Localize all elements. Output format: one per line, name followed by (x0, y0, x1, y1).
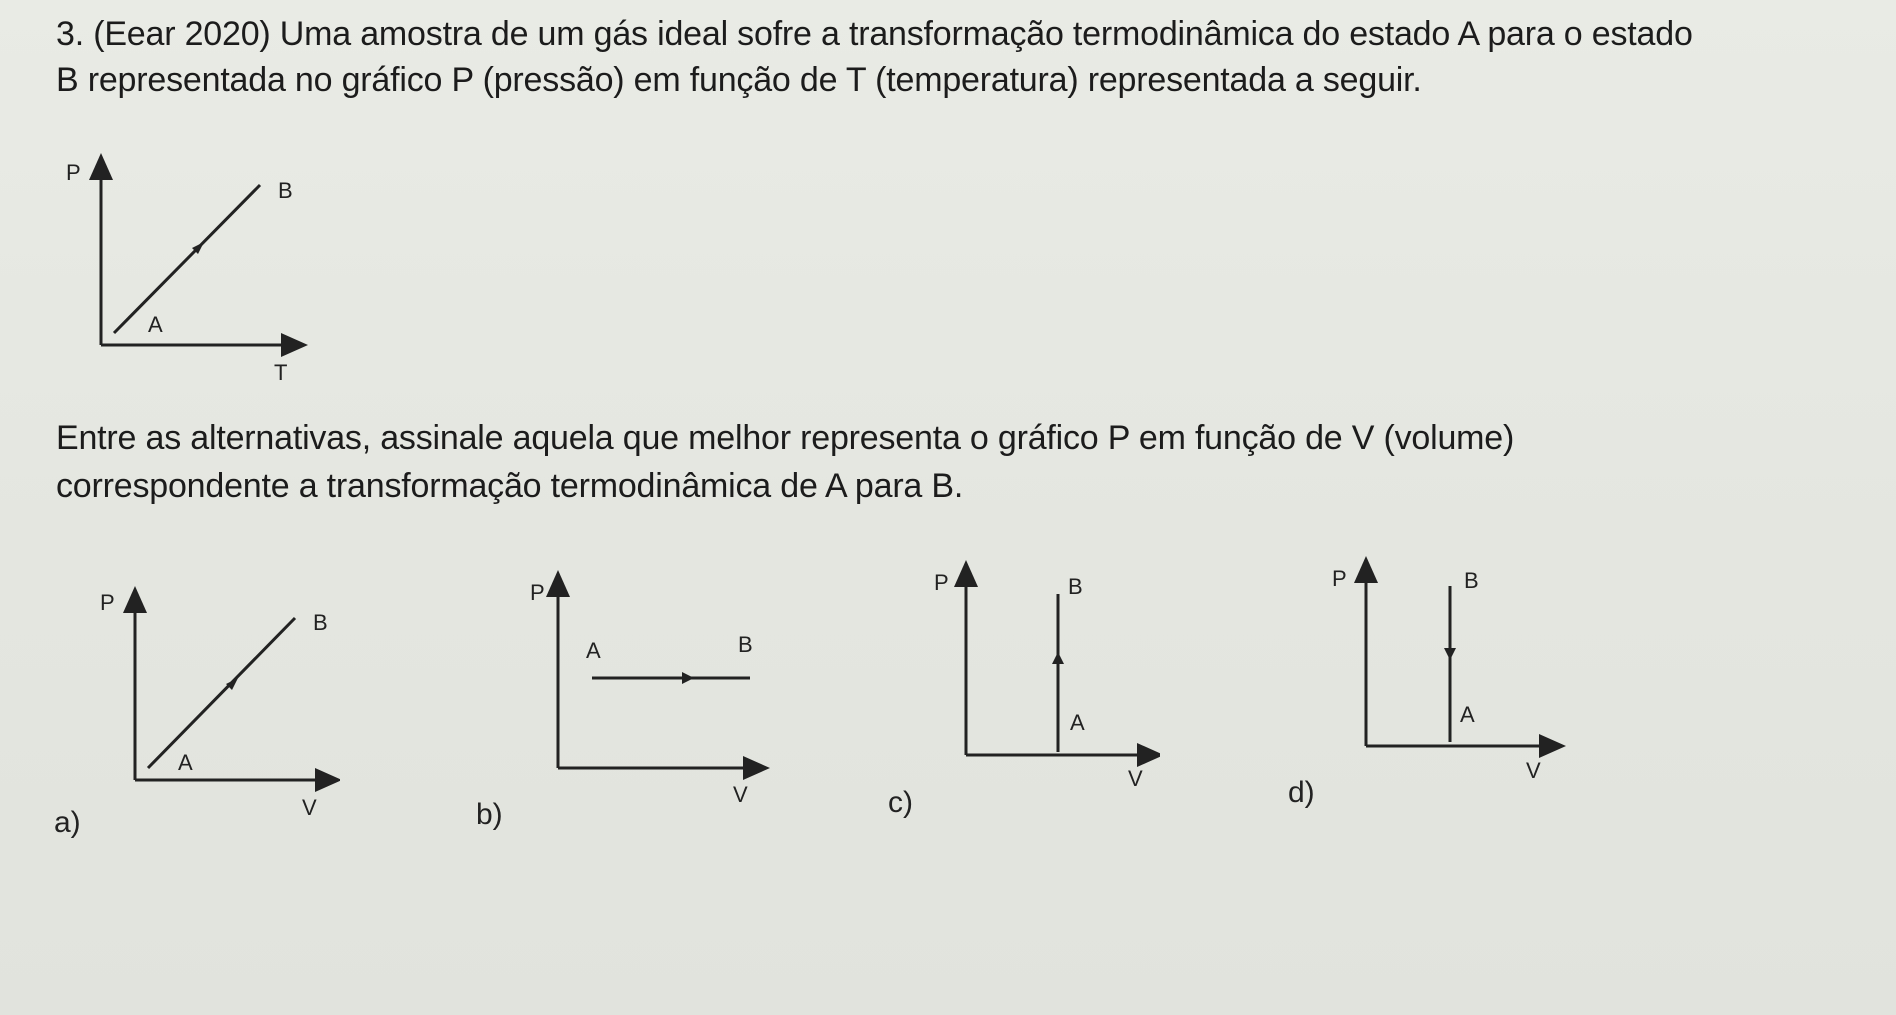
option-a-x-label: V (302, 795, 317, 820)
option-c-graph[interactable] (930, 560, 1160, 800)
option-c-y-label: P (934, 570, 949, 595)
option-a-graph[interactable] (90, 580, 340, 820)
option-b-x-label: V (733, 782, 748, 807)
option-c-label[interactable]: c) (888, 786, 913, 819)
option-d-point-a: A (1460, 702, 1475, 727)
pt-x-label: T (274, 360, 288, 385)
option-a-point-a: A (178, 750, 193, 775)
option-b-y-label: P (530, 580, 545, 605)
option-b-direction-arrow (682, 672, 694, 684)
question-text-line-3: Entre as alternativas, assinale aquela que melhor representa o gráfico P em função de V (volume) (56, 419, 1515, 457)
pt-y-label: P (66, 160, 81, 185)
option-a-y-label: P (100, 590, 115, 615)
option-c-point-b: B (1068, 574, 1083, 599)
option-c-point-a: A (1070, 710, 1085, 735)
option-b-point-b: B (738, 632, 753, 657)
pt-point-a: A (148, 312, 163, 337)
question-text-line-2: B representada no gráfico P (pressão) em função de T (temperatura) representada a seguir. (56, 61, 1422, 99)
option-d-y-label: P (1332, 566, 1347, 591)
pt-point-b: B (278, 178, 293, 203)
option-b-point-a: A (586, 638, 601, 663)
option-b-label[interactable]: b) (476, 798, 503, 831)
option-d-x-label: V (1526, 758, 1541, 783)
option-d-direction-arrow (1444, 648, 1456, 660)
pt-graph (56, 150, 316, 400)
option-c-x-label: V (1128, 766, 1143, 791)
option-c-direction-arrow (1052, 652, 1064, 664)
question-text-line-4: correspondente a transformação termodinâmica de A para B. (56, 467, 964, 505)
option-a-point-b: B (313, 610, 328, 635)
option-b-graph[interactable] (520, 570, 770, 810)
question-text-line-1: 3. (Eear 2020) Uma amostra de um gás ideal sofre a transformação termodinâmica do estado A para o estado (56, 15, 1693, 53)
option-a-line-ab (148, 618, 295, 768)
pt-line-ab (114, 185, 260, 333)
option-a-label[interactable]: a) (54, 806, 81, 839)
option-d-point-b: B (1464, 568, 1479, 593)
option-d-label[interactable]: d) (1288, 776, 1315, 809)
option-d-graph[interactable] (1328, 556, 1568, 796)
